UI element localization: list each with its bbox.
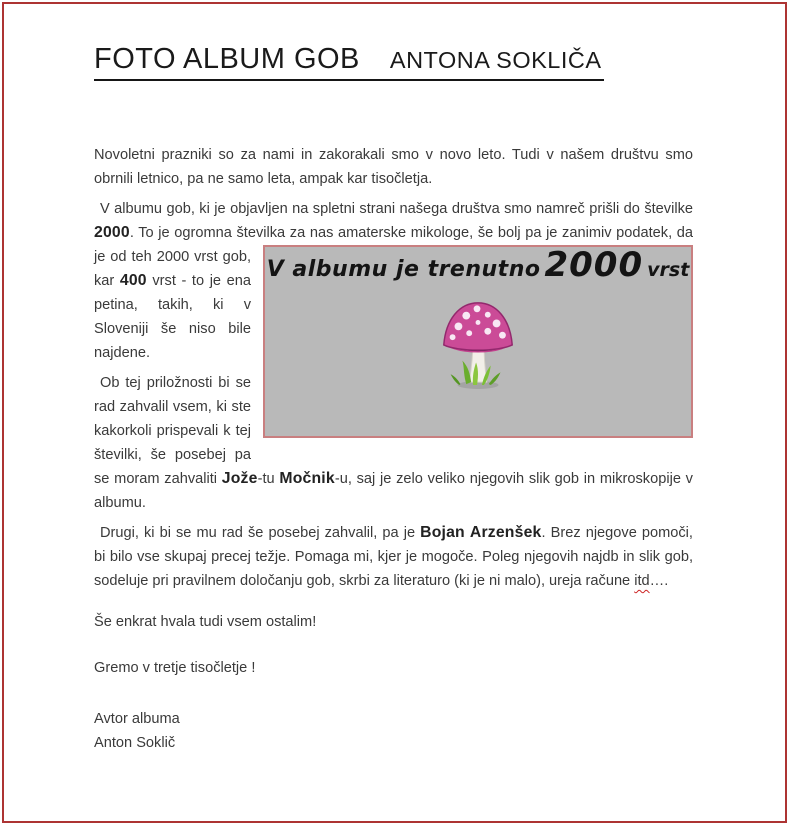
paragraph-closing <box>94 656 693 680</box>
paragraph-author-name <box>94 731 693 755</box>
paragraph-author-name-text: Anton Soklič <box>94 735 176 751</box>
paragraph-author-label-text: Avtor albuma <box>94 711 180 727</box>
caption-count: 2000 <box>544 245 644 285</box>
mushroom-icon <box>265 296 691 398</box>
paragraph-thanks-all-text: Še enkrat hvala tudi vsem ostalim! <box>94 614 317 630</box>
paragraph-thanks-text: Ob tej priložnosti bi se rad zahvalil vsem, ki ste kakorkoli prispevali k tej številki, še posebej pa se moram zahvaliti Jože-tu Močnik-u, saj je zelo veliko njegovih slik gob in mikroskopije v albumu. <box>94 375 693 511</box>
caption-prefix: V albumu je trenutno <box>266 257 541 282</box>
page-title <box>94 42 604 81</box>
document-page <box>2 2 787 823</box>
caption-suffix: vrst <box>647 259 690 281</box>
album-count-figure <box>263 245 693 438</box>
page-title-sub: ANTONA SOKLIČA <box>389 47 602 73</box>
document-content <box>4 4 785 755</box>
paragraph-album-text-b: podatek, da je od teh 2000 vrst gob, kar 400 vrst - to je ena petina, takih, ki v Sloveniji še niso bile najdene. <box>94 225 694 361</box>
paragraph-album-text-a: V albumu gob, ki je objavljen na spletni strani našega društva smo namreč prišli do številke 2000. To je ogromna številka za nas amaterske mikologe, še bolj pa je zanimiv <box>94 201 693 241</box>
paragraph-bojan-text: Drugi, ki bi se mu rad še posebej zahvalil, pa je Bojan Arzenšek. Brez njegove pomoči, bi bilo vse skupaj precej težje. Pomaga mi, kjer je mogoče. Poleg njegovih najdb in slik gob, sodeluje pri pravilnem določanju gob, skrbi za literaturo (ki je ni malo), ureja račune itd…. <box>94 524 693 589</box>
paragraph-intro-text: Novoletni prazniki so za nami in zakorakali smo v novo leto. Tudi v našem društvu smo obrnili letnico, pa ne samo leta, ampak kar tisočletja. <box>94 147 693 187</box>
paragraph-intro <box>94 143 693 191</box>
figure-caption <box>266 245 690 285</box>
paragraph-bojan <box>94 521 693 593</box>
paragraph-thanks-all <box>94 610 693 634</box>
page-title-main: FOTO ALBUM GOB <box>94 43 360 75</box>
paragraph-author-label <box>94 707 693 731</box>
paragraph-closing-text: Gremo v tretje tisočletje ! <box>94 660 256 676</box>
paragraph-album <box>94 197 693 365</box>
